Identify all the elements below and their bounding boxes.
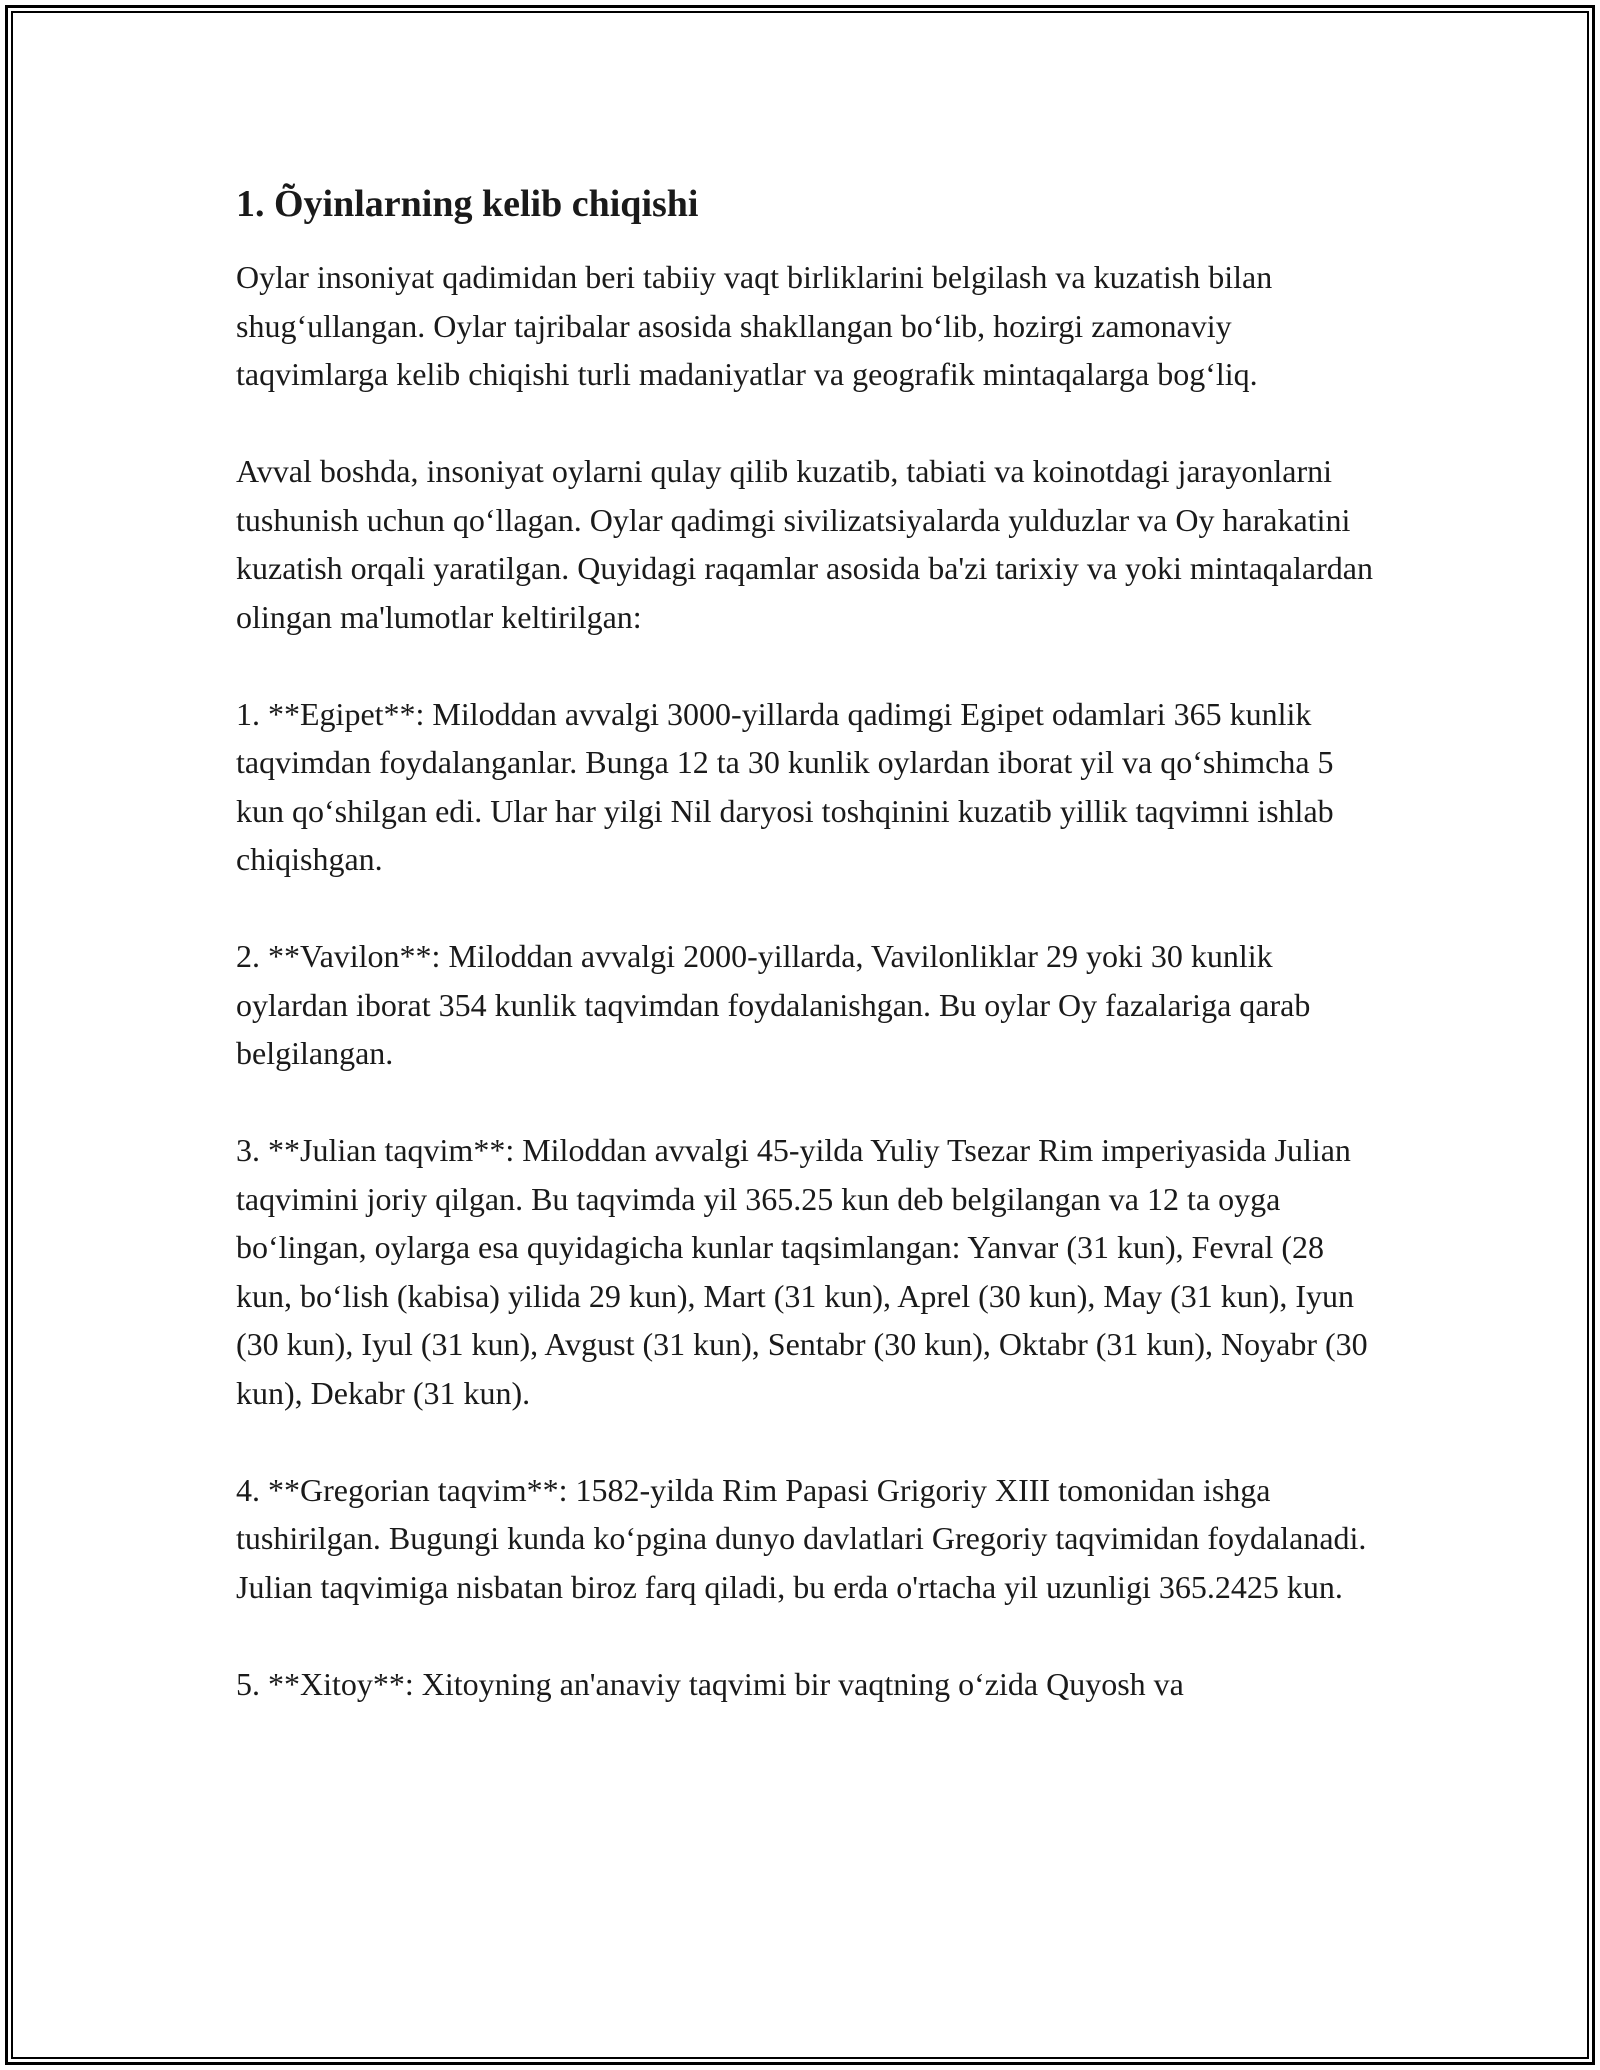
list-item-babylon: 2. **Vavilon**: Miloddan avvalgi 2000-yillarda, Vavilonliklar 29 yoki 30 kunlik oylardan iborat 354 kunlik taqvimdan foydalanishgan. Bu oylar Oy fazalariga qarab belgilangan.: [236, 938, 1311, 1072]
list-item-china: 5. **Xitoy**: Xitoyning an'anaviy taqvimi bir vaqtning o‘zida Quyosh va: [236, 1665, 1184, 1702]
list-item-julian: 3. **Julian taqvim**: Miloddan avvalgi 45-yilda Yuliy Tsezar Rim imperiyasida Julian taqvimini joriy qilgan. Bu taqvimda yil 365.25 kun deb belgilangan va 12 ta oyga bo‘lingan, oylarga esa quyidagicha kunlar taqsimlangan: Yanvar (31 kun), Fevral (28 kun, bo‘lish (kabisa) yilida 29 kun), Mart (31 kun), Aprel (30 kun), May (31 kun), Iyun (30 kun), Iyul (31 kun), Avgust (31 kun), Sentabr (30 kun), Oktabr (31 kun), Noyabr (30 kun), Dekabr (31 kun).: [236, 1132, 1368, 1411]
list-item-egypt: 1. **Egipet**: Miloddan avvalgi 3000-yillarda qadimgi Egipet odamlari 365 kunlik taqvimdan foydalanganlar. Bunga 12 ta 30 kunlik oylardan iborat yil va qo‘shimcha 5 kun qo‘shilgan edi. Ular har yilgi Nil daryosi toshqinini kuzatib yillik taqvimni ishlab chiqishgan.: [236, 695, 1334, 878]
document-page: [236, 180, 1376, 1757]
list-item-gregorian: 4. **Gregorian taqvim**: 1582-yilda Rim Papasi Grigoriy XIII tomonidan ishga tushirilgan. Bugungi kunda ko‘pgina dunyo davlatlari Gregoriy taqvimidan foydalanadi. Julian taqvimiga nisbatan biroz farq qiladi, bu erda o'rtacha yil uzunligi 365.2425 kun.: [236, 1471, 1367, 1605]
section-heading: 1. Õyinlarning kelib chiqishi: [236, 183, 699, 225]
paragraph-intro: Oylar insoniyat qadimidan beri tabiiy vaqt birliklarini belgilash va kuzatish bilan shug‘ullangan. Oylar tajribalar asosida shakllangan bo‘lib, hozirgi zamonaviy taqvimlarga kelib chiqishi turli madaniyatlar va geografik mintaqalarga bog‘liq.: [236, 259, 1273, 393]
paragraph-background: Avval boshda, insoniyat oylarni qulay qilib kuzatib, tabiati va koinotdagi jarayonlarni tushunish uchun qo‘llagan. Oylar qadimgi sivilizatsiyalarda yulduzlar va Oy harakatini kuzatish orqali yaratilgan. Quyidagi raqamlar asosida ba'zi tarixiy va yoki mintaqalardan olingan ma'lumotlar keltirilgan:: [236, 453, 1373, 635]
